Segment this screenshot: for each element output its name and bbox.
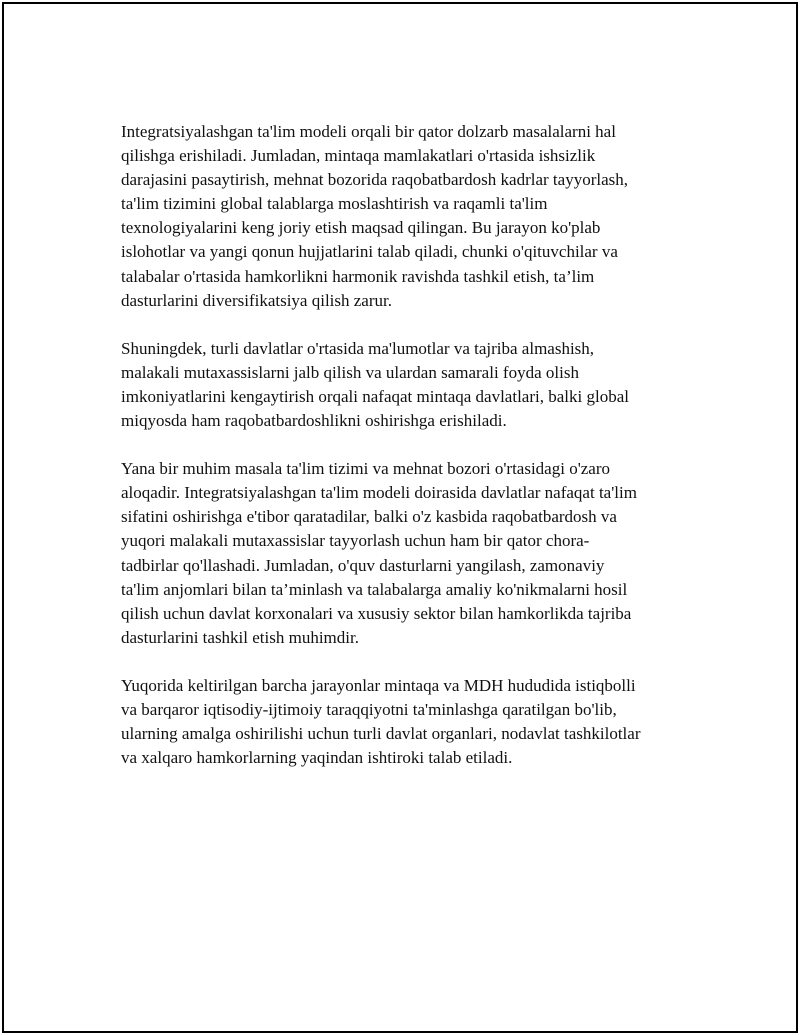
- text-line: Integratsiyalashgan ta'lim modeli orqali bir qator dolzarb masalalarni hal: [121, 122, 616, 141]
- text-line: ta'lim anjomlari bilan ta’minlash va talabalarga amaliy ko'nikmalarni hosil: [121, 579, 628, 599]
- text-line: qilishga erishiladi. Jumladan, mintaqa mamlakatlari o'rtasida ishsizlik: [121, 146, 596, 166]
- text-line: Yuqorida keltirilgan barcha jarayonlar mintaqa va MDH hududida istiqbolli: [121, 675, 636, 695]
- paragraph-4: [121, 674, 701, 770]
- text-line: qilish uchun davlat korxonalari va xususiy sektor bilan hamkorlikda tajriba: [121, 603, 632, 623]
- text-line: malakali mutaxassislarni jalb qilish va ulardan samarali foyda olish: [121, 362, 579, 382]
- text-line: dasturlarini tashkil etish muhimdir.: [121, 627, 359, 647]
- text-line: dasturlarini diversifikatsiya qilish zarur.: [121, 290, 392, 310]
- paragraph-3: [121, 457, 701, 650]
- paragraph-2: [121, 337, 701, 433]
- text-line: yuqori malakali mutaxassislar tayyorlash uchun ham bir qator chora-: [121, 531, 590, 551]
- text-line: Shuningdek, turli davlatlar o'rtasida ma'lumotlar va tajriba almashish,: [121, 338, 595, 358]
- text-line: va barqaror iqtisodiy-ijtimoiy taraqqiyotni ta'minlashga qaratilgan bo'lib,: [121, 699, 617, 719]
- text-line: texnologiyalarini keng joriy etish maqsad qilingan. Bu jarayon ko'plab: [121, 218, 601, 238]
- text-line: tadbirlar qo'llashadi. Jumladan, o'quv dasturlarni yangilash, zamonaviy: [121, 555, 605, 575]
- text-line: sifatini oshirishga e'tibor qaratadilar, balki o'z kasbida raqobatbardosh va: [121, 507, 617, 527]
- text-line: miqyosda ham raqobatbardoshlikni oshirishga erishiladi.: [121, 411, 507, 431]
- text-line: talabalar o'rtasida hamkorlikni harmonik ravishda tashkil etish, ta’lim: [121, 266, 595, 286]
- text-line: imkoniyatlarini kengaytirish orqali nafaqat mintaqa davlatlari, balki global: [121, 386, 629, 406]
- text-line: va xalqaro hamkorlarning yaqindan ishtiroki talab etiladi.: [121, 748, 513, 768]
- document-body: [121, 120, 701, 794]
- text-line: darajasini pasaytirish, mehnat bozorida raqobatbardosh kadrlar tayyorlash,: [121, 170, 628, 190]
- text-line: Yana bir muhim masala ta'lim tizimi va mehnat bozori o'rtasidagi o'zaro: [121, 459, 611, 479]
- text-line: islohotlar va yangi qonun hujjatlarini talab qiladi, chunki o'qituvchilar va: [121, 242, 618, 262]
- text-line: ularning amalga oshirilishi uchun turli davlat organlari, nodavlat tashkilotlar: [121, 724, 641, 744]
- page-frame: [2, 2, 798, 1033]
- text-line: aloqadir. Integratsiyalashgan ta'lim modeli doirasida davlatlar nafaqat ta'lim: [121, 483, 637, 503]
- text-line: ta'lim tizimini global talablarga moslashtirish va raqamli ta'lim: [121, 194, 548, 214]
- paragraph-1: [121, 120, 701, 313]
